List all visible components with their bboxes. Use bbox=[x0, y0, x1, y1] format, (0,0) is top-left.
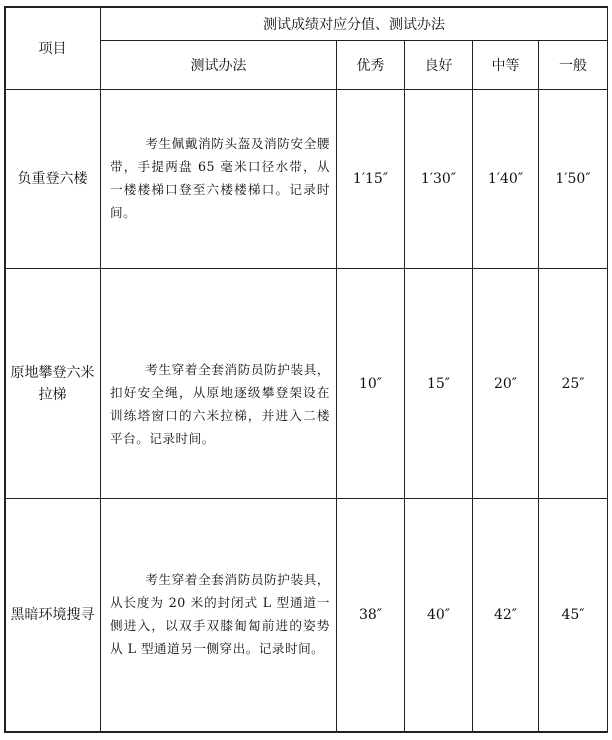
row-value-medium: 1′40″ bbox=[487, 171, 524, 187]
header-grade-good: 良好 bbox=[424, 58, 453, 74]
header-item: 项目 bbox=[38, 41, 67, 57]
header-group: 测试成绩对应分值、测试办法 bbox=[263, 16, 445, 33]
row-method: 考生佩戴消防头盔及消防安全腰带，手提两盘 65 毫米口径水带，从一楼楼梯口登至六楼楼梯口。记录时间。 bbox=[110, 136, 330, 220]
row-method: 考生穿着全套消防员防护装具，扣好安全绳，从原地逐级攀登架设在训练塔窗口的六米拉梯，并进入二楼平台。记录时间。 bbox=[110, 362, 330, 446]
row-value-good: 40″ bbox=[426, 607, 451, 623]
row-value-medium: 20″ bbox=[493, 375, 518, 392]
row-value-fair: 1′50″ bbox=[555, 171, 591, 187]
header-grade-medium: 中等 bbox=[491, 58, 520, 74]
row-value-excellent: 38″ bbox=[358, 607, 383, 623]
header-grade-fair: 一般 bbox=[559, 58, 587, 74]
header-grade-excellent: 优秀 bbox=[356, 58, 385, 74]
row-value-fair: 45″ bbox=[561, 607, 585, 623]
row-item: 负重登六楼 bbox=[17, 171, 88, 187]
row-method: 考生穿着全套消防员防护装具，从长度为 20 米的封闭式 L 型通道一侧进入，以双手双膝匍匐前进的姿势从 L 型通道另一侧穿出。记录时间。 bbox=[110, 572, 330, 656]
row-value-excellent: 1′15″ bbox=[352, 171, 389, 187]
table-border-bottom bbox=[4, 731, 608, 733]
row-value-fair: 25″ bbox=[561, 375, 585, 392]
row-item: 原地攀登六米拉梯 bbox=[10, 364, 95, 403]
row-item: 黑暗环境搜寻 bbox=[10, 607, 95, 623]
rule-col-item bbox=[100, 6, 101, 733]
header-method: 测试办法 bbox=[190, 58, 247, 74]
row-value-excellent: 10″ bbox=[358, 375, 383, 392]
row-value-good: 1′30″ bbox=[420, 171, 457, 187]
row-value-good: 15″ bbox=[426, 375, 451, 392]
row-value-medium: 42″ bbox=[493, 607, 518, 623]
